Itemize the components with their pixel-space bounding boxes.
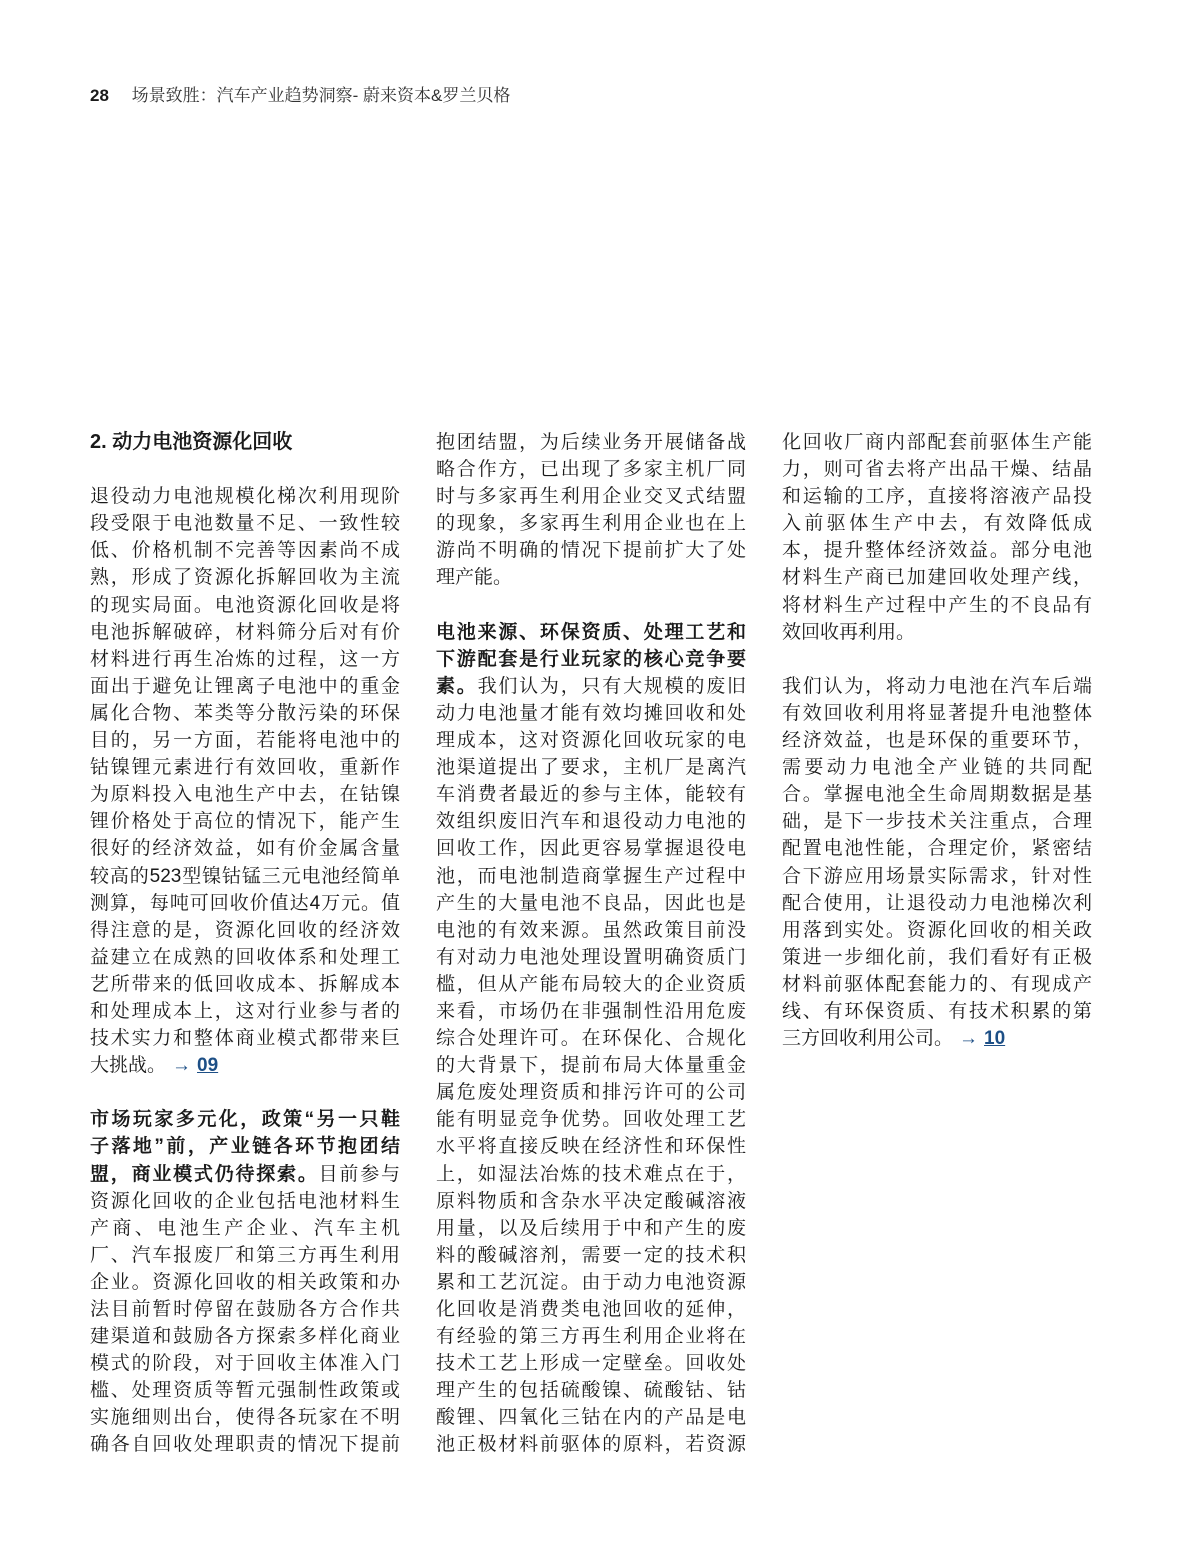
text-line: 础，是下一步技术关注重点，合理 bbox=[782, 811, 1092, 833]
text-line: 来看，市场仍在非强制性沿用危废 bbox=[436, 1000, 746, 1022]
text-line: 实施细则出台，使得各玩家在不明 bbox=[90, 1407, 400, 1429]
text-line: 企业。资源化回收的相关政策和办 bbox=[90, 1271, 400, 1293]
text-line: 需要动力电池全产业链的共同配 bbox=[782, 757, 1092, 779]
paragraph bbox=[90, 1106, 400, 1458]
text-line: 能有明显竞争优势。回收处理工艺 bbox=[436, 1109, 746, 1131]
text-line: 电池拆解破碎，材料筛分后对有价 bbox=[90, 621, 400, 643]
text-line: 材料前驱体配套能力的、有现成产 bbox=[782, 973, 1092, 995]
text-line: 动力电池量才能有效均摊回收和处 bbox=[436, 702, 746, 724]
page-number: 28 bbox=[90, 86, 109, 105]
text-line: 得注意的是，资源化回收的经济效 bbox=[90, 919, 400, 941]
text-line: 资源化回收的企业包括电池材料生 bbox=[90, 1190, 400, 1212]
text-line: 有经验的第三方再生利用企业将在 bbox=[436, 1326, 746, 1348]
text-line: 水平将直接反映在经济性和环保性 bbox=[436, 1136, 746, 1158]
line-text: 三方回收利用公司。 bbox=[782, 1028, 954, 1050]
paragraph bbox=[90, 483, 400, 1079]
text-line: 效组织废旧汽车和退役动力电池的 bbox=[436, 811, 746, 833]
figure-reference-link[interactable] bbox=[959, 1028, 1005, 1049]
arrow-right-icon: → bbox=[959, 1028, 979, 1050]
paragraph bbox=[782, 429, 1092, 646]
text-line: 法目前暂时停留在鼓励各方合作共 bbox=[90, 1299, 400, 1320]
text-line: 化回收是消费类电池回收的延伸， bbox=[436, 1299, 746, 1320]
text-line: 时与多家再生利用企业交叉式结盟 bbox=[436, 486, 746, 508]
text-line: 累和工艺沉淀。由于动力电池资源 bbox=[436, 1271, 746, 1293]
text-line: 配合使用，让退役动力电池梯次利 bbox=[782, 892, 1092, 914]
text-line: 池，而电池制造商掌握生产过程中 bbox=[436, 865, 746, 887]
text-line: 确各自回收处理职责的情况下提前 bbox=[90, 1434, 400, 1456]
text-line: 化回收厂商内部配套前驱体生产能 bbox=[782, 432, 1092, 453]
text-line: 和运输的工序，直接将溶液产品投 bbox=[782, 486, 1092, 508]
arrow-right-icon: → bbox=[172, 1055, 192, 1077]
text-line: 池正极材料前驱体的原料，若资源 bbox=[436, 1434, 746, 1456]
text-line: 的现实局面。电池资源化回收是将 bbox=[90, 594, 400, 616]
bold-lead-text: 市场玩家多元化，政策“另一只鞋 bbox=[90, 1109, 400, 1131]
text-line: 原料物质和含杂水平决定酸碱溶液 bbox=[436, 1190, 746, 1212]
text-line: 用落到实处。资源化回收的相关政 bbox=[782, 919, 1092, 941]
text-line: 有对动力电池处理设置明确资质门 bbox=[436, 946, 746, 968]
text-line: 回收工作，因此更容易掌握退役电 bbox=[436, 838, 746, 860]
text-line: 低、价格机制不完善等因素尚不成 bbox=[90, 540, 400, 562]
text-line: 我们认为，将动力电池在汽车后端 bbox=[782, 675, 1092, 697]
text-line: 很好的经济效益，如有价金属含量 bbox=[90, 838, 400, 860]
text-line: 产商、电池生产企业、汽车主机 bbox=[90, 1217, 400, 1239]
text-line: 略合作方，已出现了多家主机厂同 bbox=[436, 459, 746, 481]
text-line: 较高的523型镍钴锰三元电池经简单 bbox=[90, 865, 400, 887]
spacer bbox=[782, 646, 1092, 673]
paragraph bbox=[782, 673, 1092, 1052]
text-line: 面出于避免让锂离子电池中的重金 bbox=[90, 675, 400, 697]
text-line: 技术实力和整体商业模式都带来巨 bbox=[90, 1028, 400, 1050]
text-line: 理产生的包括硫酸镍、硫酸钴、钴 bbox=[436, 1380, 746, 1402]
text-line: 技术工艺上形成一定壁垒。回收处 bbox=[436, 1353, 746, 1375]
text-line: 综合处理许可。在环保化、合规化 bbox=[436, 1028, 746, 1050]
text-line: 合下游应用场景实际需求，针对性 bbox=[782, 865, 1092, 887]
text-line: 的大背景下，提前布局大体量重金 bbox=[436, 1055, 746, 1077]
text-line: 理产能。 bbox=[436, 567, 513, 589]
text-column-2 bbox=[436, 429, 746, 1459]
text-line: 理成本，这对资源化回收玩家的电 bbox=[436, 730, 746, 752]
paragraph bbox=[436, 619, 746, 1459]
text-line bbox=[436, 619, 746, 646]
text-line: 益建立在成熟的回收体系和处理工 bbox=[90, 946, 400, 968]
spacer bbox=[436, 592, 746, 619]
text-line: 厂、汽车报废厂和第三方再生利用 bbox=[90, 1244, 400, 1266]
text-line: 抱团结盟，为后续业务开展储备战 bbox=[436, 432, 746, 453]
text-line: 酸锂、四氧化三钴在内的产品是电 bbox=[436, 1407, 746, 1429]
text-line: 槛、处理资质等暂元强制性政策或 bbox=[90, 1380, 400, 1402]
text-line: 产生的大量电池不良品，因此也是 bbox=[436, 892, 746, 914]
text-line: 为原料投入电池生产中去，在钴镍 bbox=[90, 784, 400, 806]
text-line: 合。掌握电池全生命周期数据是基 bbox=[782, 784, 1092, 806]
text-line bbox=[90, 1106, 400, 1133]
text-line: 有效回收利用将显著提升电池整体 bbox=[782, 702, 1092, 724]
spacer bbox=[90, 1079, 400, 1106]
text-line: 钴镍锂元素进行有效回收，重新作 bbox=[90, 757, 400, 779]
text-column-3 bbox=[782, 429, 1092, 1052]
text-line: 线、有环保资质、有技术积累的第 bbox=[782, 1000, 1092, 1022]
page-header bbox=[90, 84, 510, 108]
text-line: 材料进行再生冶炼的过程，这一方 bbox=[90, 648, 400, 670]
text-line: 入前驱体生产中去，有效降低成 bbox=[782, 513, 1092, 535]
figure-reference-link[interactable] bbox=[172, 1055, 218, 1076]
bold-lead-text: 下游配套是行业玩家的核心竞争要 bbox=[436, 648, 746, 670]
text-line: 目的，另一方面，若能将电池中的 bbox=[90, 730, 400, 752]
text-line bbox=[90, 1161, 400, 1188]
text-line: 本，提升整体经济效益。部分电池 bbox=[782, 540, 1092, 562]
figure-number[interactable]: 10 bbox=[984, 1028, 1006, 1050]
text-line: 将材料生产过程中产生的不良品有 bbox=[782, 594, 1092, 616]
body-text: 我们认为，只有大规模的废旧 bbox=[477, 675, 746, 697]
paragraph bbox=[436, 429, 746, 592]
text-line: 模式的阶段，对于回收主体准入门 bbox=[90, 1353, 400, 1375]
section-heading: 2. 动力电池资源化回收 bbox=[90, 431, 293, 453]
text-line bbox=[436, 646, 746, 673]
text-line bbox=[436, 673, 746, 700]
text-line: 属危废处理资质和排污许可的公司 bbox=[436, 1082, 746, 1104]
text-line: 池渠道提出了要求，主机厂是离汽 bbox=[436, 757, 746, 779]
report-title: 场景致胜：汽车产业趋势洞察- 蔚来资本&罗兰贝格 bbox=[131, 86, 511, 105]
text-line: 策进一步细化前，我们看好有正极 bbox=[782, 946, 1092, 968]
text-line: 段受限于电池数量不足、一致性较 bbox=[90, 513, 400, 535]
spacer bbox=[90, 456, 400, 483]
text-line: 艺所带来的低回收成本、拆解成本 bbox=[90, 973, 400, 995]
bold-lead-text: 素。 bbox=[436, 675, 478, 697]
text-line: 料的酸碱溶剂，需要一定的技术积 bbox=[436, 1244, 746, 1266]
text-line: 锂价格处于高位的情况下，能产生 bbox=[90, 811, 400, 833]
line-text: 大挑战。 bbox=[90, 1055, 167, 1077]
text-line: 属化合物、苯类等分散污染的环保 bbox=[90, 702, 400, 724]
text-line bbox=[90, 1133, 400, 1160]
text-line: 配置电池性能，合理定价，紧密结 bbox=[782, 838, 1092, 860]
text-line: 上，如湿法冶炼的技术难点在于， bbox=[436, 1163, 746, 1185]
text-line: 退役动力电池规模化梯次利用现阶 bbox=[90, 486, 400, 508]
text-line: 测算，每吨可回收价值达4万元。值 bbox=[90, 892, 400, 914]
bold-lead-text: 电池来源、环保资质、处理工艺和 bbox=[436, 621, 746, 643]
text-line bbox=[90, 1052, 400, 1079]
text-line: 效回收再利用。 bbox=[782, 621, 916, 643]
text-line: 电池的有效来源。虽然政策目前没 bbox=[436, 919, 746, 941]
text-line: 材料生产商已加建回收处理产线， bbox=[782, 567, 1092, 589]
bold-lead-text: 盟，商业模式仍待探索。 bbox=[90, 1163, 319, 1185]
text-line: 经济效益，也是环保的重要环节， bbox=[782, 730, 1092, 752]
text-line: 车消费者最近的参与主体，能较有 bbox=[436, 784, 746, 806]
body-text: 目前参与 bbox=[318, 1163, 400, 1185]
text-line bbox=[782, 1025, 1092, 1052]
text-line: 用量，以及后续用于中和产生的废 bbox=[436, 1217, 746, 1239]
text-line: 的现象，多家再生利用企业也在上 bbox=[436, 513, 746, 535]
text-line: 游尚不明确的情况下提前扩大了处 bbox=[436, 540, 746, 562]
text-line: 和处理成本上，这对行业参与者的 bbox=[90, 1000, 400, 1022]
text-line: 力，则可省去将产出品干燥、结晶 bbox=[782, 459, 1092, 481]
text-column-1 bbox=[90, 429, 400, 1459]
text-line: 建渠道和鼓励各方探索多样化商业 bbox=[90, 1326, 400, 1348]
figure-number[interactable]: 09 bbox=[197, 1055, 219, 1077]
text-line: 熟，形成了资源化拆解回收为主流 bbox=[90, 567, 400, 589]
bold-lead-text: 子落地”前，产业链各环节抱团结 bbox=[90, 1136, 400, 1158]
text-line: 槛，但从产能布局较大的企业资质 bbox=[436, 973, 746, 995]
